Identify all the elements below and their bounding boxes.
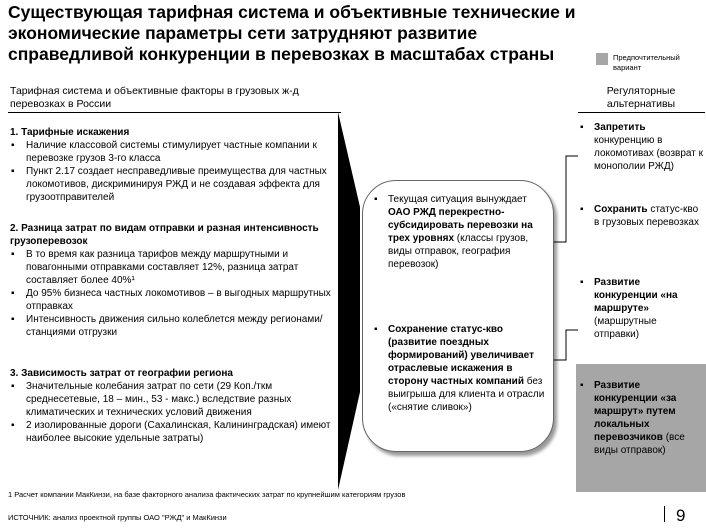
situation-text-regular: без выигрыша для клиента и отрасли («снятие сливок») [388,376,545,413]
alternative-competition-for-route [580,379,704,457]
alternative-competition-on-route [580,276,704,341]
section-bullets [10,139,340,204]
bullet-icon: ▪ [374,194,378,205]
alternative-text-regular: конкуренцию в локомотивах (возврат к монополии РЖД) [594,135,703,172]
bullet-icon: ▪ [580,204,584,215]
footnote: 1 Расчет компании МакКинзи, на базе факторного анализа фактических затрат по крупнейшим категориям грузов [8,490,406,499]
alternative-text-bold: Сохранить [594,204,648,215]
alternative-text-bold: Развитие конкуренции «на маршруте» [594,277,678,314]
alternative-text-bold: Развитие конкуренции «за маршрут» путем локальных перевозчиков [594,380,677,443]
right-header-divider [578,112,705,113]
section-geography [10,367,340,445]
alternative-text-regular: статус-кво в грузовых перевозках [594,204,699,228]
legend-label: Предпочтительный вариант [613,53,680,72]
section-bullet: ▪ Значительные колебания затрат по сети (29 Коп./ткм среднесетевые, 18 – мин., 53 - макс.) вследствие разных климатических и технических условий движения [10,380,340,419]
section-heading: 2. Разница затрат по видам отправки и разная интенсивность грузоперевозок [10,223,319,247]
alternative-status-quo [580,203,704,229]
situation-text-regular: (классы грузов, виды отправок, география перевозок) [388,233,529,270]
funnel-arrow-shape [338,112,360,490]
right-column-header: Регуляторные альтернативы [606,85,676,110]
page-number: 9 [676,506,686,525]
section-bullets [10,380,340,445]
situation-item-current [374,193,550,271]
alternative-text-regular: (все виды отправок) [594,432,685,456]
connector-to-ban [554,156,578,242]
alternative-text-regular: (маршрутные отправки) [594,316,657,340]
section-bullet: ▪ Наличие классовой системы стимулирует частные компании к перевозке грузов 3-го класса [10,139,340,165]
section-tariff-distortions [10,126,340,204]
alternative-text-bold: Запретить [594,122,646,133]
section-cost-difference [10,222,340,339]
section-bullet: ▪ Пункт 2.17 создает несправедливые преимущества для частных локомотивов, дискриминируя РЖД и не создавая эффекта для грузоотправителей [10,165,340,204]
situation-text-bold: Сохранение статус-кво (развитие поездных формирований) увеличивает отраслевые искажения в сторону частных компаний [388,324,534,387]
page-title: Существующая тарифная система и объективные технические и экономические параметры сети затрудняют развитие справедливой конкуренции в перевозках в масштабах страны [8,2,576,64]
left-header-divider [8,112,341,113]
bullet-icon: ▪ [374,324,378,335]
alternative-text [580,276,704,341]
situation-text-bold: ОАО РЖД перекрестно-субсидировать перевозки на трех уровнях [388,207,533,244]
alternative-ban-competition [580,121,704,173]
situation-text [374,193,550,271]
situation-text [374,323,550,414]
source-note: ИСТОЧНИК: анализ проектной группы ОАО "РЖД" и МакКинзи [8,513,227,522]
bullet-icon: ▪ [580,380,584,391]
connector-to-competition-on-route [554,330,578,360]
alternative-text [580,203,704,229]
bullet-icon: ▪ [580,122,584,133]
situation-item-status-quo [374,323,550,414]
section-bullet: ▪ 2 изолированные дороги (Сахалинская, Калининградская) имеют наиболее высокие удельные затраты) [10,419,340,445]
section-bullets [10,248,340,339]
section-bullet: ▪ В то время как разница тарифов между маршрутными и повагонными отправками составляет 12%, разница затрат составляет более 40%¹ [10,248,340,287]
bullet-icon: ▪ [580,277,584,288]
alternative-text [580,121,704,173]
section-bullet: ▪ Интенсивность движения сильно колеблется между регионами/станциями отгрузки [10,313,340,339]
left-column-header: Тарифная система и объективные факторы в грузовых ж-д перевозках в России [10,85,299,110]
section-heading: 1. Тарифные искажения [10,127,130,138]
alternative-text [580,379,704,457]
page-number-divider [664,506,665,522]
situation-text-regular: Текущая ситуация вынуждает [388,194,527,205]
section-bullet: ▪ До 95% бизнеса частных локомотивов – в выгодных маршрутных отправках [10,287,340,313]
legend-swatch [596,53,608,65]
section-heading: 3. Зависимость затрат от географии региона [10,368,233,379]
